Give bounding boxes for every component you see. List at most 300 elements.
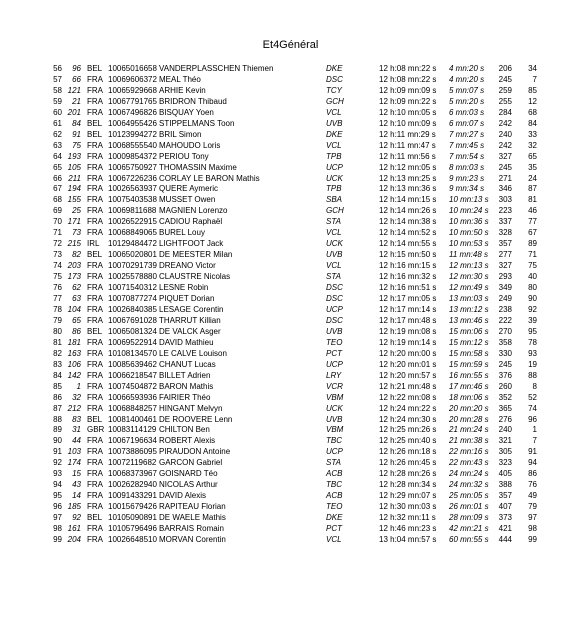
place-cell: 35 <box>528 162 537 172</box>
place-cell: 93 <box>528 348 537 358</box>
nationality-cell: FRA <box>87 436 103 446</box>
uci-id-cell: 10105796496 <box>108 524 157 534</box>
dossard-cell: 75 <box>72 140 81 150</box>
total-time-cell: 12 h:24 mn:22 s <box>379 403 437 413</box>
nationality-cell: FRA <box>87 272 103 282</box>
points-cell: 303 <box>498 195 512 205</box>
uci-id-cell: 10069811688 <box>108 206 157 216</box>
uci-id-cell: 10074504872 <box>108 381 157 391</box>
uci-id-cell: 10105090891 <box>108 513 157 523</box>
rank-cell: 69 <box>53 206 62 216</box>
points-cell: 223 <box>498 206 512 216</box>
table-row <box>0 261 581 272</box>
time-gap-cell: 24 mn:24 s <box>449 469 489 479</box>
total-time-cell: 12 h:26 mn:45 s <box>379 458 437 468</box>
uci-id-cell: 10069606372 <box>108 74 157 84</box>
rider-name-cell: CLAUSTRE Nicolas <box>159 272 231 282</box>
total-time-cell: 12 h:20 mn:01 s <box>379 359 437 369</box>
total-time-cell: 12 h:12 mn:05 s <box>379 162 437 172</box>
total-time-cell: 12 h:19 mn:08 s <box>379 326 437 336</box>
total-time-cell: 12 h:16 mn:51 s <box>379 283 437 293</box>
time-gap-cell: 24 mn:32 s <box>449 480 489 490</box>
dossard-cell: 91 <box>72 129 81 139</box>
points-cell: 327 <box>498 261 512 271</box>
uci-id-cell: 10069522914 <box>108 337 157 347</box>
time-gap-cell: 20 mn:20 s <box>449 403 489 413</box>
points-cell: 376 <box>498 370 512 380</box>
points-cell: 284 <box>498 107 512 117</box>
uci-id-cell: 10072119682 <box>108 458 157 468</box>
time-gap-cell: 15 mn:59 s <box>449 359 489 369</box>
time-gap-cell: 7 mn:27 s <box>449 129 485 139</box>
table-row <box>0 228 581 239</box>
place-cell: 19 <box>528 359 537 369</box>
table-row <box>0 174 581 185</box>
nationality-cell: FRA <box>87 502 103 512</box>
table-row <box>0 502 581 513</box>
table-row <box>0 97 581 108</box>
place-cell: 71 <box>528 250 537 260</box>
total-time-cell: 12 h:20 mn:57 s <box>379 370 437 380</box>
nationality-cell: FRA <box>87 447 103 457</box>
points-cell: 259 <box>498 85 512 95</box>
place-cell: 84 <box>528 118 537 128</box>
uci-id-cell: 10015679426 <box>108 502 157 512</box>
team-code-cell: STA <box>326 217 341 227</box>
time-gap-cell: 12 mn:30 s <box>449 272 489 282</box>
dossard-cell: 62 <box>72 283 81 293</box>
points-cell: 260 <box>498 381 512 391</box>
rider-name-cell: DE ROOVERE Lenn <box>159 414 233 424</box>
dossard-cell: 96 <box>72 64 81 73</box>
nationality-cell: FRA <box>87 348 103 358</box>
rank-cell: 86 <box>53 392 62 402</box>
time-gap-cell: 9 mn:34 s <box>449 184 485 194</box>
dossard-cell: 105 <box>67 162 81 172</box>
nationality-cell: FRA <box>87 217 103 227</box>
time-gap-cell: 21 mn:24 s <box>449 425 489 435</box>
points-cell: 245 <box>498 359 512 369</box>
nationality-cell: FRA <box>87 140 103 150</box>
points-cell: 328 <box>498 228 512 238</box>
time-gap-cell: 15 mn:12 s <box>449 337 489 347</box>
table-row <box>0 469 581 480</box>
uci-id-cell: 10071540312 <box>108 283 157 293</box>
nationality-cell: FRA <box>87 524 103 534</box>
team-code-cell: TPB <box>326 151 342 161</box>
nationality-cell: FRA <box>87 392 103 402</box>
points-cell: 242 <box>498 140 512 150</box>
points-cell: 357 <box>498 491 512 501</box>
total-time-cell: 12 h:21 mn:48 s <box>379 381 437 391</box>
time-gap-cell: 17 mn:46 s <box>449 381 489 391</box>
total-time-cell: 12 h:16 mn:32 s <box>379 272 437 282</box>
uci-id-cell: 10065020801 <box>108 250 157 260</box>
uci-id-cell: 10065750927 <box>108 162 157 172</box>
rider-name-cell: NICOLAS Arthur <box>159 480 218 490</box>
dossard-cell: 211 <box>68 173 81 183</box>
points-cell: 242 <box>498 118 512 128</box>
rider-name-cell: MAGNIEN Lorenzo <box>159 206 228 216</box>
place-cell: 76 <box>528 480 537 490</box>
time-gap-cell: 16 mn:55 s <box>449 370 489 380</box>
team-code-cell: SBA <box>326 195 343 205</box>
rider-name-cell: ARHIE Kevin <box>159 85 206 95</box>
rank-cell: 78 <box>53 304 62 314</box>
team-code-cell: VCL <box>326 107 342 117</box>
total-time-cell: 12 h:29 mn:07 s <box>379 491 437 501</box>
points-cell: 323 <box>498 458 512 468</box>
rider-name-cell: GOISNARD Téo <box>159 469 218 479</box>
total-time-cell: 12 h:14 mn:26 s <box>379 206 437 216</box>
uci-id-cell: 10065016658 <box>108 64 157 73</box>
rider-name-cell: CHANUT Lucas <box>159 359 216 369</box>
place-cell: 77 <box>528 217 537 227</box>
nationality-cell: FRA <box>87 403 103 413</box>
points-cell: 271 <box>498 173 512 183</box>
table-row <box>0 436 581 447</box>
rider-name-cell: HINGANT Melvyn <box>159 403 223 413</box>
table-row <box>0 382 581 393</box>
rank-cell: 97 <box>53 513 62 523</box>
total-time-cell: 12 h:10 mn:05 s <box>379 107 437 117</box>
team-code-cell: VCR <box>326 381 343 391</box>
nationality-cell: FRA <box>87 85 103 95</box>
table-row <box>0 239 581 250</box>
team-code-cell: PCT <box>326 348 342 358</box>
uci-id-cell: 10075403538 <box>108 195 157 205</box>
table-row <box>0 294 581 305</box>
table-row <box>0 64 581 75</box>
time-gap-cell: 10 mn:50 s <box>449 228 489 238</box>
nationality-cell: FRA <box>87 107 103 117</box>
rider-name-cell: DE VALCK Asger <box>159 326 221 336</box>
team-code-cell: DKE <box>326 129 343 139</box>
uci-id-cell: 10073886095 <box>108 447 157 457</box>
dossard-cell: 203 <box>67 261 81 271</box>
rider-name-cell: STIPPELMANS Toon <box>159 118 235 128</box>
team-code-cell: UCK <box>326 173 343 183</box>
time-gap-cell: 26 mn:01 s <box>449 502 489 512</box>
team-code-cell: DSC <box>326 283 343 293</box>
rank-cell: 63 <box>53 140 62 150</box>
points-cell: 357 <box>498 239 512 249</box>
place-cell: 12 <box>528 96 537 106</box>
uci-id-cell: 10123994272 <box>108 129 157 139</box>
points-cell: 388 <box>498 480 512 490</box>
points-cell: 240 <box>498 129 512 139</box>
place-cell: 8 <box>532 381 537 391</box>
rank-cell: 77 <box>53 294 62 304</box>
place-cell: 33 <box>528 129 537 139</box>
rider-name-cell: CADIOU Raphaël <box>159 217 223 227</box>
total-time-cell: 12 h:25 mn:26 s <box>379 425 437 435</box>
total-time-cell: 12 h:20 mn:00 s <box>379 348 437 358</box>
points-cell: 327 <box>498 151 512 161</box>
rank-cell: 93 <box>53 469 62 479</box>
time-gap-cell: 4 mn:20 s <box>449 74 485 84</box>
time-gap-cell: 10 mn:36 s <box>449 217 489 227</box>
uci-id-cell: 10067496826 <box>108 107 157 117</box>
place-cell: 24 <box>528 173 537 183</box>
rank-cell: 58 <box>53 85 62 95</box>
total-time-cell: 12 h:13 mn:36 s <box>379 184 437 194</box>
rider-name-cell: THARRUT Killian <box>159 315 221 325</box>
rider-name-cell: BUREL Louy <box>159 228 205 238</box>
team-code-cell: STA <box>326 272 341 282</box>
points-cell: 349 <box>498 283 512 293</box>
dossard-cell: 106 <box>67 359 81 369</box>
dossard-cell: 201 <box>67 107 81 117</box>
rank-cell: 59 <box>53 96 62 106</box>
place-cell: 52 <box>528 392 537 402</box>
rank-cell: 72 <box>53 239 62 249</box>
points-cell: 276 <box>498 414 512 424</box>
table-row <box>0 108 581 119</box>
place-cell: 98 <box>528 524 537 534</box>
points-cell: 206 <box>498 64 512 73</box>
time-gap-cell: 5 mn:20 s <box>449 96 485 106</box>
uci-id-cell: 10091433291 <box>108 491 157 501</box>
team-code-cell: UVB <box>326 118 343 128</box>
rider-name-cell: GARCON Gabriel <box>159 458 223 468</box>
nationality-cell: BEL <box>87 64 103 73</box>
table-row <box>0 327 581 338</box>
dossard-cell: 163 <box>67 348 81 358</box>
uci-id-cell: 10067226236 <box>108 173 157 183</box>
team-code-cell: TCY <box>326 85 342 95</box>
time-gap-cell: 22 mn:43 s <box>449 458 489 468</box>
total-time-cell: 12 h:28 mn:26 s <box>379 469 437 479</box>
team-code-cell: UCP <box>326 304 343 314</box>
rank-cell: 92 <box>53 458 62 468</box>
dossard-cell: 73 <box>72 228 81 238</box>
team-code-cell: VCL <box>326 228 342 238</box>
table-row <box>0 393 581 404</box>
uci-id-cell: 10026282940 <box>108 480 157 490</box>
table-row <box>0 360 581 371</box>
time-gap-cell: 10 mn:13 s <box>449 195 489 205</box>
table-row <box>0 338 581 349</box>
total-time-cell: 12 h:15 mn:50 s <box>379 250 437 260</box>
dossard-cell: 212 <box>67 403 81 413</box>
points-cell: 444 <box>498 534 512 544</box>
dossard-cell: 215 <box>67 239 81 249</box>
dossard-cell: 155 <box>67 195 81 205</box>
rank-cell: 73 <box>53 250 62 260</box>
table-row <box>0 535 581 546</box>
table-row <box>0 86 581 97</box>
rider-name-cell: DAVID Mathieu <box>159 337 214 347</box>
total-time-cell: 12 h:28 mn:34 s <box>379 480 437 490</box>
rank-cell: 60 <box>53 107 62 117</box>
rank-cell: 85 <box>53 381 62 391</box>
place-cell: 40 <box>528 272 537 282</box>
total-time-cell: 12 h:14 mn:55 s <box>379 239 437 249</box>
nationality-cell: FRA <box>87 195 103 205</box>
table-row <box>0 415 581 426</box>
place-cell: 86 <box>528 469 537 479</box>
place-cell: 99 <box>528 534 537 544</box>
rank-cell: 66 <box>53 173 62 183</box>
total-time-cell: 12 h:32 mn:11 s <box>379 513 436 523</box>
team-code-cell: DSC <box>326 294 343 304</box>
dossard-cell: 86 <box>72 326 81 336</box>
uci-id-cell: 10070877274 <box>108 294 157 304</box>
dossard-cell: 173 <box>67 272 81 282</box>
rider-name-cell: BARRAIS Romain <box>159 524 224 534</box>
team-code-cell: DKE <box>326 64 343 73</box>
points-cell: 358 <box>498 337 512 347</box>
uci-id-cell: 10068848257 <box>108 403 157 413</box>
time-gap-cell: 11 mn:48 s <box>449 250 488 260</box>
time-gap-cell: 42 mn:21 s <box>449 524 489 534</box>
dossard-cell: 31 <box>72 425 81 435</box>
dossard-cell: 104 <box>67 304 81 314</box>
uci-id-cell: 10066218547 <box>108 370 157 380</box>
table-row <box>0 75 581 86</box>
total-time-cell: 12 h:17 mn:05 s <box>379 294 437 304</box>
rank-cell: 64 <box>53 151 62 161</box>
total-time-cell: 12 h:25 mn:40 s <box>379 436 437 446</box>
place-cell: 68 <box>528 107 537 117</box>
rider-name-cell: PIRAUDON Antoine <box>159 447 231 457</box>
team-code-cell: VCL <box>326 534 342 544</box>
rank-cell: 56 <box>53 64 62 73</box>
team-code-cell: UVB <box>326 326 343 336</box>
rider-name-cell: MAHOUDO Loris <box>159 140 221 150</box>
dossard-cell: 1 <box>76 381 81 391</box>
rank-cell: 76 <box>53 283 62 293</box>
total-time-cell: 12 h:13 mn:25 s <box>379 173 437 183</box>
rider-name-cell: BRIL Simon <box>159 129 202 139</box>
points-cell: 255 <box>498 96 512 106</box>
team-code-cell: TEO <box>326 337 343 347</box>
table-row <box>0 305 581 316</box>
rank-cell: 95 <box>53 491 62 501</box>
points-cell: 245 <box>498 74 512 84</box>
points-cell: 321 <box>498 436 512 446</box>
nationality-cell: FRA <box>87 283 103 293</box>
total-time-cell: 12 h:22 mn:08 s <box>379 392 437 402</box>
team-code-cell: GCH <box>326 96 344 106</box>
rider-name-cell: QUERE Aymeric <box>159 184 218 194</box>
total-time-cell: 12 h:17 mn:14 s <box>379 304 437 314</box>
dossard-cell: 92 <box>72 513 81 523</box>
rank-cell: 67 <box>53 184 62 194</box>
total-time-cell: 12 h:17 mn:48 s <box>379 315 437 325</box>
time-gap-cell: 12 mn:13 s <box>449 261 489 271</box>
table-row <box>0 425 581 436</box>
results-table <box>0 64 581 546</box>
points-cell: 330 <box>498 348 512 358</box>
total-time-cell: 12 h:10 mn:09 s <box>379 118 437 128</box>
uci-id-cell: 10085639462 <box>108 359 157 369</box>
rider-name-cell: LESAGE Corentin <box>159 304 224 314</box>
time-gap-cell: 21 mn:38 s <box>449 436 489 446</box>
table-row <box>0 272 581 283</box>
dossard-cell: 185 <box>67 502 81 512</box>
time-gap-cell: 5 mn:07 s <box>449 85 485 95</box>
uci-id-cell: 10065929668 <box>108 85 157 95</box>
points-cell: 222 <box>498 315 512 325</box>
dossard-cell: 63 <box>72 294 81 304</box>
team-code-cell: UCK <box>326 239 343 249</box>
rider-name-cell: BILLET Adrien <box>159 370 211 380</box>
table-row <box>0 349 581 360</box>
points-cell: 270 <box>498 326 512 336</box>
rank-cell: 90 <box>53 436 62 446</box>
dossard-cell: 204 <box>67 534 81 544</box>
table-row <box>0 152 581 163</box>
rank-cell: 98 <box>53 524 62 534</box>
nationality-cell: BEL <box>87 250 103 260</box>
total-time-cell: 12 h:14 mn:52 s <box>379 228 437 238</box>
time-gap-cell: 6 mn:03 s <box>449 107 485 117</box>
dossard-cell: 142 <box>67 370 81 380</box>
nationality-cell: FRA <box>87 173 103 183</box>
time-gap-cell: 60 mn:55 s <box>449 534 489 544</box>
place-cell: 7 <box>532 74 537 84</box>
place-cell: 91 <box>528 447 537 457</box>
dossard-cell: 194 <box>67 184 81 194</box>
dossard-cell: 174 <box>67 458 81 468</box>
rider-name-cell: BRIDRON Thibaud <box>159 96 227 106</box>
rider-name-cell: MORVAN Corentin <box>159 534 226 544</box>
table-row <box>0 141 581 152</box>
table-row <box>0 130 581 141</box>
table-row <box>0 404 581 415</box>
total-time-cell: 12 h:19 mn:14 s <box>379 337 437 347</box>
points-cell: 407 <box>498 502 512 512</box>
dossard-cell: 171 <box>67 217 81 227</box>
rider-name-cell: DREANO Victor <box>159 261 216 271</box>
rider-name-cell: PERIOU Tony <box>159 151 209 161</box>
dossard-cell: 181 <box>67 337 81 347</box>
total-time-cell: 12 h:11 mn:56 s <box>379 151 436 161</box>
nationality-cell: FRA <box>87 294 103 304</box>
uci-id-cell: 10067691028 <box>108 315 157 325</box>
time-gap-cell: 7 mn:45 s <box>449 140 485 150</box>
rank-cell: 81 <box>53 337 62 347</box>
dossard-cell: 82 <box>72 250 81 260</box>
place-cell: 67 <box>528 228 537 238</box>
points-cell: 346 <box>498 184 512 194</box>
total-time-cell: 12 h:11 mn:47 s <box>379 140 436 150</box>
uci-id-cell: 10067196634 <box>108 436 157 446</box>
nationality-cell: BEL <box>87 118 103 128</box>
nationality-cell: FRA <box>87 359 103 369</box>
rank-cell: 88 <box>53 414 62 424</box>
nationality-cell: FRA <box>87 337 103 347</box>
rank-cell: 74 <box>53 261 62 271</box>
rank-cell: 82 <box>53 348 62 358</box>
dossard-cell: 66 <box>72 74 81 84</box>
rank-cell: 68 <box>53 195 62 205</box>
nationality-cell: FRA <box>87 315 103 325</box>
nationality-cell: IRL <box>87 239 100 249</box>
uci-id-cell: 10026563937 <box>108 184 157 194</box>
team-code-cell: UCP <box>326 162 343 172</box>
rank-cell: 99 <box>53 534 62 544</box>
table-row <box>0 316 581 327</box>
rider-name-cell: FAIRIER Théo <box>159 392 211 402</box>
table-row <box>0 458 581 469</box>
rider-name-cell: MUSSET Owen <box>159 195 216 205</box>
table-row <box>0 119 581 130</box>
time-gap-cell: 4 mn:20 s <box>449 64 485 73</box>
points-cell: 249 <box>498 294 512 304</box>
